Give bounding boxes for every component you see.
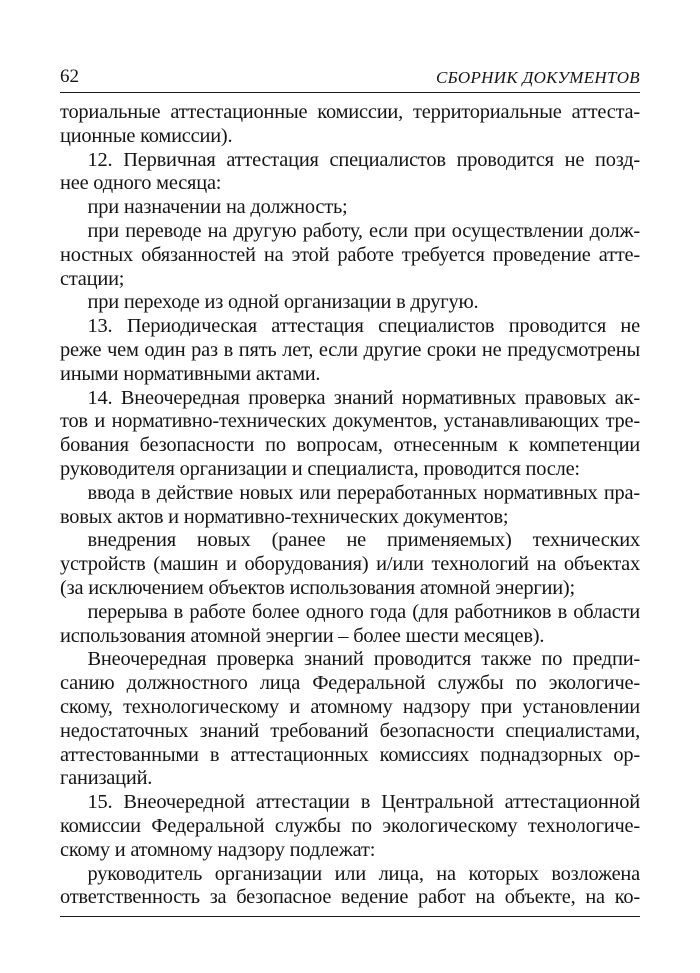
text-line: реже чем один раз в пять лет, если другие сроки не предусмотрены xyxy=(60,338,640,361)
text-line: скому и атомному надзору подлежат: xyxy=(60,838,376,861)
text-line: Внеочередная проверка знаний проводится также по предпи- xyxy=(87,648,640,671)
text-line: нее одного месяца: xyxy=(60,172,222,195)
body-text xyxy=(60,101,640,910)
text-line: ционные комиссии). xyxy=(60,124,233,147)
text-line: при переходе из одной организации в другую. xyxy=(87,291,479,314)
text-line: 15. Внеочередной аттестации в Центральной аттестационной xyxy=(87,791,640,814)
text-line: скому, технологическому и атомному надзору при установлении xyxy=(60,695,640,718)
text-line: ввода в действие новых или переработанных нормативных пра- xyxy=(87,481,640,504)
text-line: тов и нормативно-технических документов, устанавливающих тре- xyxy=(60,410,640,433)
text-line: устройств (машин и оборудования) и/или технологий на объектах xyxy=(60,553,640,576)
text-line: использования атомной энергии – более шести месяцев). xyxy=(60,624,545,647)
text-line: ториальные аттестационные комиссии, территориальные аттеста- xyxy=(60,101,640,123)
text-line: вовых актов и нормативно-технических документов; xyxy=(60,505,509,528)
text-line: (за исключением объектов использования атомной энергии); xyxy=(60,576,575,599)
text-line: стации; xyxy=(60,267,125,290)
text-line: комиссии Федеральной службы по экологическому технологиче- xyxy=(60,814,640,837)
text-line: аттестованными в аттестационных комиссиях поднадзорных ор- xyxy=(60,743,640,766)
text-line: внедрения новых (ранее не применяемых) технических xyxy=(87,529,640,552)
text-line: санию должностного лица Федеральной службы по экологиче- xyxy=(60,672,640,695)
text-line: 12. Первичная аттестация специалистов проводится не позд- xyxy=(87,148,640,171)
text-line: ответственность за безопасное ведение работ на объекте, на ко- xyxy=(60,886,640,909)
text-line: руководитель организации или лица, на которых возложена xyxy=(87,862,640,885)
text-line: недостаточных знаний требований безопасности специалистами, xyxy=(60,719,640,742)
page-number: 62 xyxy=(60,66,79,87)
text-line: руководителя организации и специалиста, проводится после: xyxy=(60,457,580,480)
text-line: при назначении на должность; xyxy=(87,196,348,219)
text-line: иными нормативными актами. xyxy=(60,362,321,385)
document-page xyxy=(60,62,640,917)
text-line: 14. Внеочередная проверка знаний нормативных правовых ак- xyxy=(87,386,640,409)
text-line: ностных обязанностей на этой работе требуется проведение атте- xyxy=(60,243,640,266)
text-line: бования безопасности по вопросам, отнесенным к компетенции xyxy=(60,434,640,457)
text-line: 13. Периодическая аттестация специалистов проводится не xyxy=(87,315,640,338)
page-header xyxy=(60,62,640,93)
running-title: СБОРНИК ДОКУМЕНТОВ xyxy=(435,68,640,87)
footer-rule xyxy=(60,916,640,917)
text-line: ганизаций. xyxy=(60,767,153,790)
text-line: перерыва в работе более одного года (для работников в области xyxy=(87,600,640,623)
text-line: при переводе на другую работу, если при осуществлении долж- xyxy=(87,219,640,242)
